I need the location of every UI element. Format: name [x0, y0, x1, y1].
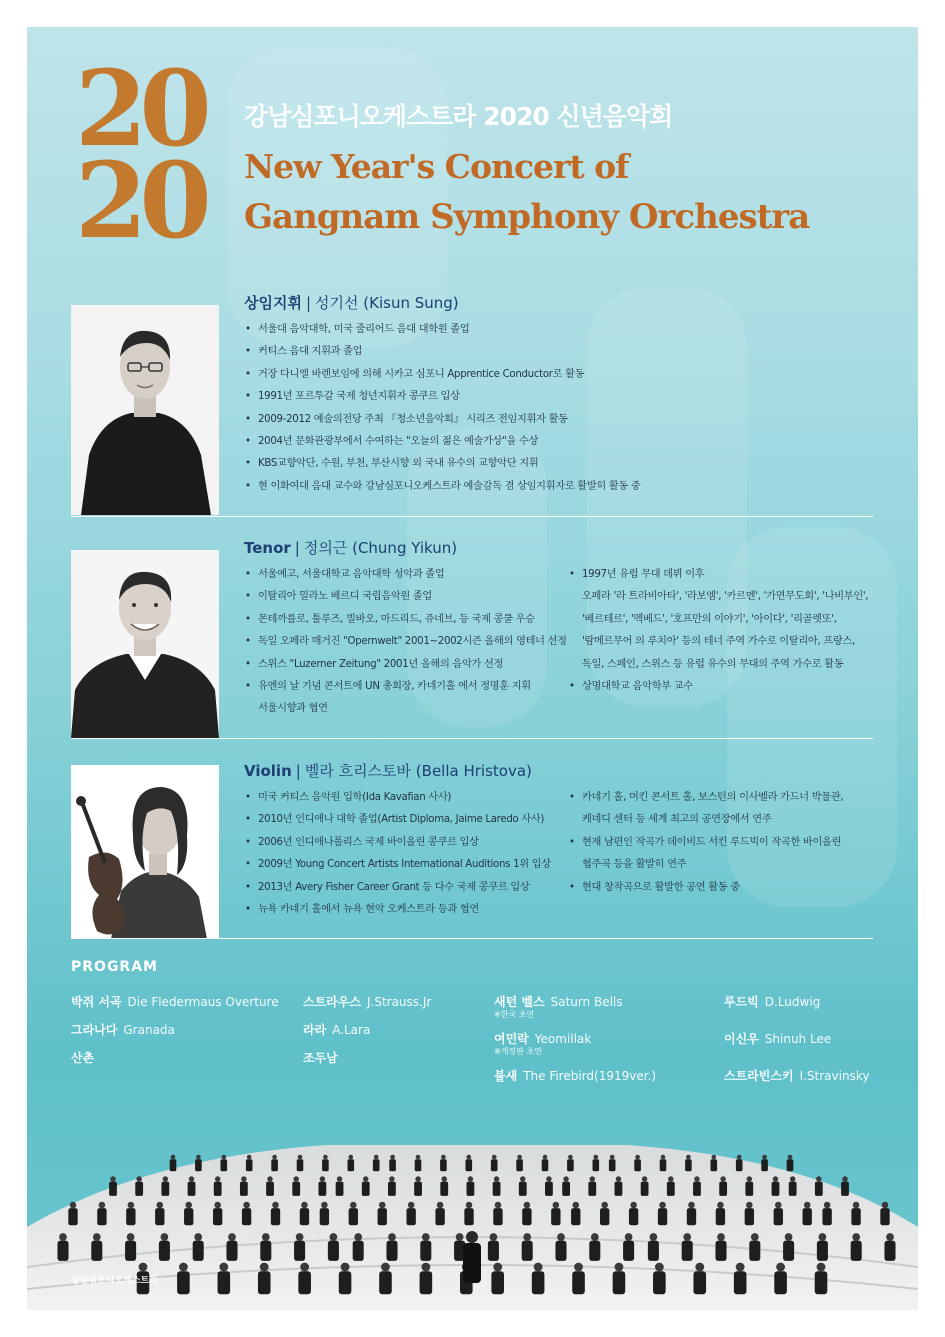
bio-item: • 1997년 유럽 무대 데뷔 이후 [568, 564, 868, 586]
orchestra-brand: 강남심포니오케스트라 [71, 1276, 158, 1286]
piece-title: 산촌 [71, 1051, 95, 1065]
bio-item-continuation: 독일, 스페인, 스위스 등 유럽 유수의 무대의 주역 가수로 활동 [582, 658, 844, 670]
violin-bio-right [568, 787, 843, 899]
composer-en: J.Strauss.Jr [366, 995, 432, 1009]
musician-figure [841, 1176, 849, 1196]
bio-item: • 1991년 포르투갈 국제 청년지휘자 콩쿠르 입상 [244, 386, 640, 408]
conductor-heading [244, 292, 459, 313]
tenor-bio-left [244, 564, 567, 721]
program-item [71, 1021, 175, 1038]
bio-item: • 독일 오페라 매거진 "Opernwelt" 2001~2002시즌 올해의 영테너 선정 [244, 631, 567, 653]
composer: 조두남 [303, 1051, 338, 1065]
musician-figure [109, 1176, 117, 1196]
piece-title-en: Granada [123, 1023, 175, 1037]
composer-en: A.Lara [332, 1023, 371, 1037]
bio-item: • 상명대학교 음악학부 교수 [568, 676, 868, 698]
tenor-name: 정의근 (Chung Yikun) [303, 539, 458, 557]
program-item [494, 1067, 656, 1084]
divider: | [294, 539, 300, 557]
year-emblem [75, 47, 204, 262]
bio-item: • 2009-2012 예술의전당 주최 『청소년음악회』 시리즈 전임지휘자 활동 [244, 409, 640, 431]
bio-item: • 2004년 문화관광부에서 수여하는 "오늘의 젊은 예술가상"을 수상 [244, 431, 640, 453]
violinist-photo [71, 765, 219, 939]
program-item [71, 1049, 100, 1066]
bio-item: • 2009년 Young Concert Artists International Auditions 1위 입상 [244, 854, 551, 876]
concert-poster [27, 27, 918, 1310]
musician-figure [761, 1155, 768, 1172]
conductor-role: 상임지휘 [244, 294, 302, 312]
orchestra-photo [27, 1117, 918, 1310]
program-item [303, 1049, 344, 1066]
piece-title-en: Yeomillak [534, 1032, 592, 1046]
bio-item: • 2013년 Avery Fisher Career Grant 등 다수 국제 콩쿠르 입상 [244, 877, 551, 899]
english-title-line1: New Year's Concert of [244, 147, 629, 186]
section-divider [71, 738, 873, 739]
english-title [244, 142, 809, 242]
bio-item: • 2006년 인디애나폴리스 국제 바이올린 콩쿠르 입상 [244, 832, 551, 854]
conductor-photo [71, 305, 219, 515]
program-item [494, 993, 623, 1019]
tenor-heading [244, 537, 457, 558]
violin-role: Violin [244, 762, 292, 780]
bio-item: • 현대 창작곡으로 활발한 공연 활동 중 [568, 877, 843, 899]
piece-title: 박쥐 서곡 [71, 995, 122, 1009]
violin-name: 벨라 흐리스토바 (Bella Hristova) [304, 762, 532, 780]
piece-title-en: Saturn Bells [550, 995, 623, 1009]
program-item [724, 993, 820, 1010]
bio-item-continuation: 협주곡 등을 활발히 연주 [582, 859, 687, 871]
musician-figure [195, 1155, 202, 1172]
musician-figure [787, 1155, 794, 1172]
bio-item-continuation: 케네디 센터 등 세계 최고의 공연장에서 연주 [582, 814, 772, 826]
musician-figure [170, 1155, 177, 1172]
conductor-section [71, 287, 873, 517]
english-title-line2: Gangnam Symphony Orchestra [244, 197, 810, 237]
bio-item-continuation: 서울시향과 협연 [258, 703, 328, 715]
year-top: 20 [75, 47, 204, 170]
korean-title: 강남심포니오케스트라 2020 신년음악회 [244, 102, 673, 131]
bio-item: • 이탈리아 밀라노 베르디 국립음악원 졸업 [244, 586, 567, 608]
bio-item: • 뉴욕 카네기 홀에서 뉴욕 현악 오케스트라 등과 협연 [244, 899, 551, 921]
bio-item: • 유엔의 날 기념 콘서트에 UN 총회장, 카네기홀 에서 정명훈 지휘 [244, 676, 567, 698]
bio-item: • 서울예고, 서울대학교 음악대학 성악과 졸업 [244, 564, 567, 586]
violin-section [71, 755, 873, 939]
bio-item: • 2010년 인디애나 대학 졸업(Artist Diploma, Jaime Laredo 사사) [244, 809, 551, 831]
bio-item: • 현 이화여대 음대 교수와 강남심포니오케스트라 예술감독 겸 상임지휘자로 활발히 활동 중 [244, 476, 640, 498]
divider: | [305, 294, 312, 312]
composer-en: Shinuh Lee [764, 1032, 832, 1046]
bio-item: • 커티스 음대 지휘과 졸업 [244, 341, 640, 363]
program-item [71, 993, 279, 1010]
piece-title: 불새 [494, 1069, 518, 1083]
bio-item-continuation: '람메르무어 의 루치아' 등의 테너 주역 가수로 이탈리아, 프랑스, [582, 636, 855, 648]
piece-title-en: Die Fledermaus Overture [127, 995, 279, 1009]
section-divider [71, 938, 873, 939]
bio-item-continuation: 오페라 '라 트라비아타', '라보엠', '카르멘', '가면무도회', '나비부인', [582, 591, 869, 603]
composer: 스트라빈스키 [724, 1069, 794, 1083]
conductor-bio [244, 319, 640, 498]
bio-item: • 거장 다니엘 바렌보임에 의해 시카고 심포니 Apprentice Conductor로 활동 [244, 364, 640, 386]
conductor-name: 성기선 (Kisun Sung) [315, 294, 459, 312]
piece-title: 그라나다 [71, 1023, 118, 1037]
premiere-note: ※한국 초연 [494, 1010, 535, 1019]
program-item [724, 1030, 831, 1047]
tenor-section [71, 532, 873, 738]
composer: 라라 [303, 1023, 327, 1037]
section-divider [71, 516, 873, 517]
composer-en: I.Stravinsky [799, 1069, 870, 1083]
bio-item: • 몬테까를로, 툴루즈, 빌바오, 마드리드, 쥬네브, 등 국제 콩쿨 우승 [244, 609, 567, 631]
program-item [303, 1021, 370, 1038]
bio-item: • 스위스 "Luzerner Zeitung" 2001년 올해의 음악가 선정 [244, 654, 567, 676]
tenor-role: Tenor [244, 539, 291, 557]
bio-item: • 서울대 음악대학, 미국 줄리어드 음대 대학원 졸업 [244, 319, 640, 341]
bio-item: • 현재 남편인 작곡가 데이비드 서킨 루드빅이 작곡한 바이올린 [568, 832, 843, 854]
tenor-bio-right [568, 564, 868, 698]
piece-title: 새턴 벨스 [494, 995, 545, 1009]
violin-bio-left [244, 787, 551, 921]
musician-figure [736, 1155, 743, 1172]
bio-item-continuation: '베르테르', '멕베드', '호프만의 이야기', '아이다', '리골렛또', [582, 613, 837, 625]
bio-item: • KBS교향악단, 수원, 부천, 부산시향 외 국내 유수의 교향악단 지휘 [244, 453, 640, 475]
program-title: PROGRAM [71, 959, 158, 975]
musician-figure [815, 1176, 823, 1196]
composer: 스트라우스 [303, 995, 361, 1009]
musician-figure [880, 1202, 889, 1226]
program-item [303, 993, 431, 1010]
bio-item: • 미국 커티스 음악원 입학(Ida Kavafian 사사) [244, 787, 551, 809]
composer-en: D.Ludwig [764, 995, 821, 1009]
composer: 이신우 [724, 1032, 759, 1046]
piece-title-en: The Firebird(1919ver.) [523, 1069, 657, 1083]
year-bottom: 20 [75, 139, 204, 262]
composer: 루드빅 [724, 995, 759, 1009]
program-item [724, 1067, 869, 1084]
tenor-photo [71, 550, 219, 738]
program-item [494, 1030, 592, 1056]
violin-heading [244, 760, 532, 781]
divider: | [295, 762, 301, 780]
bio-item: • 카네기 홀, 머킨 콘서트 홀, 보스턴의 이사벨라 가드너 박물관, [568, 787, 843, 809]
piece-title: 여민락 [494, 1032, 529, 1046]
premiere-note: ※개정판 초연 [494, 1047, 542, 1056]
